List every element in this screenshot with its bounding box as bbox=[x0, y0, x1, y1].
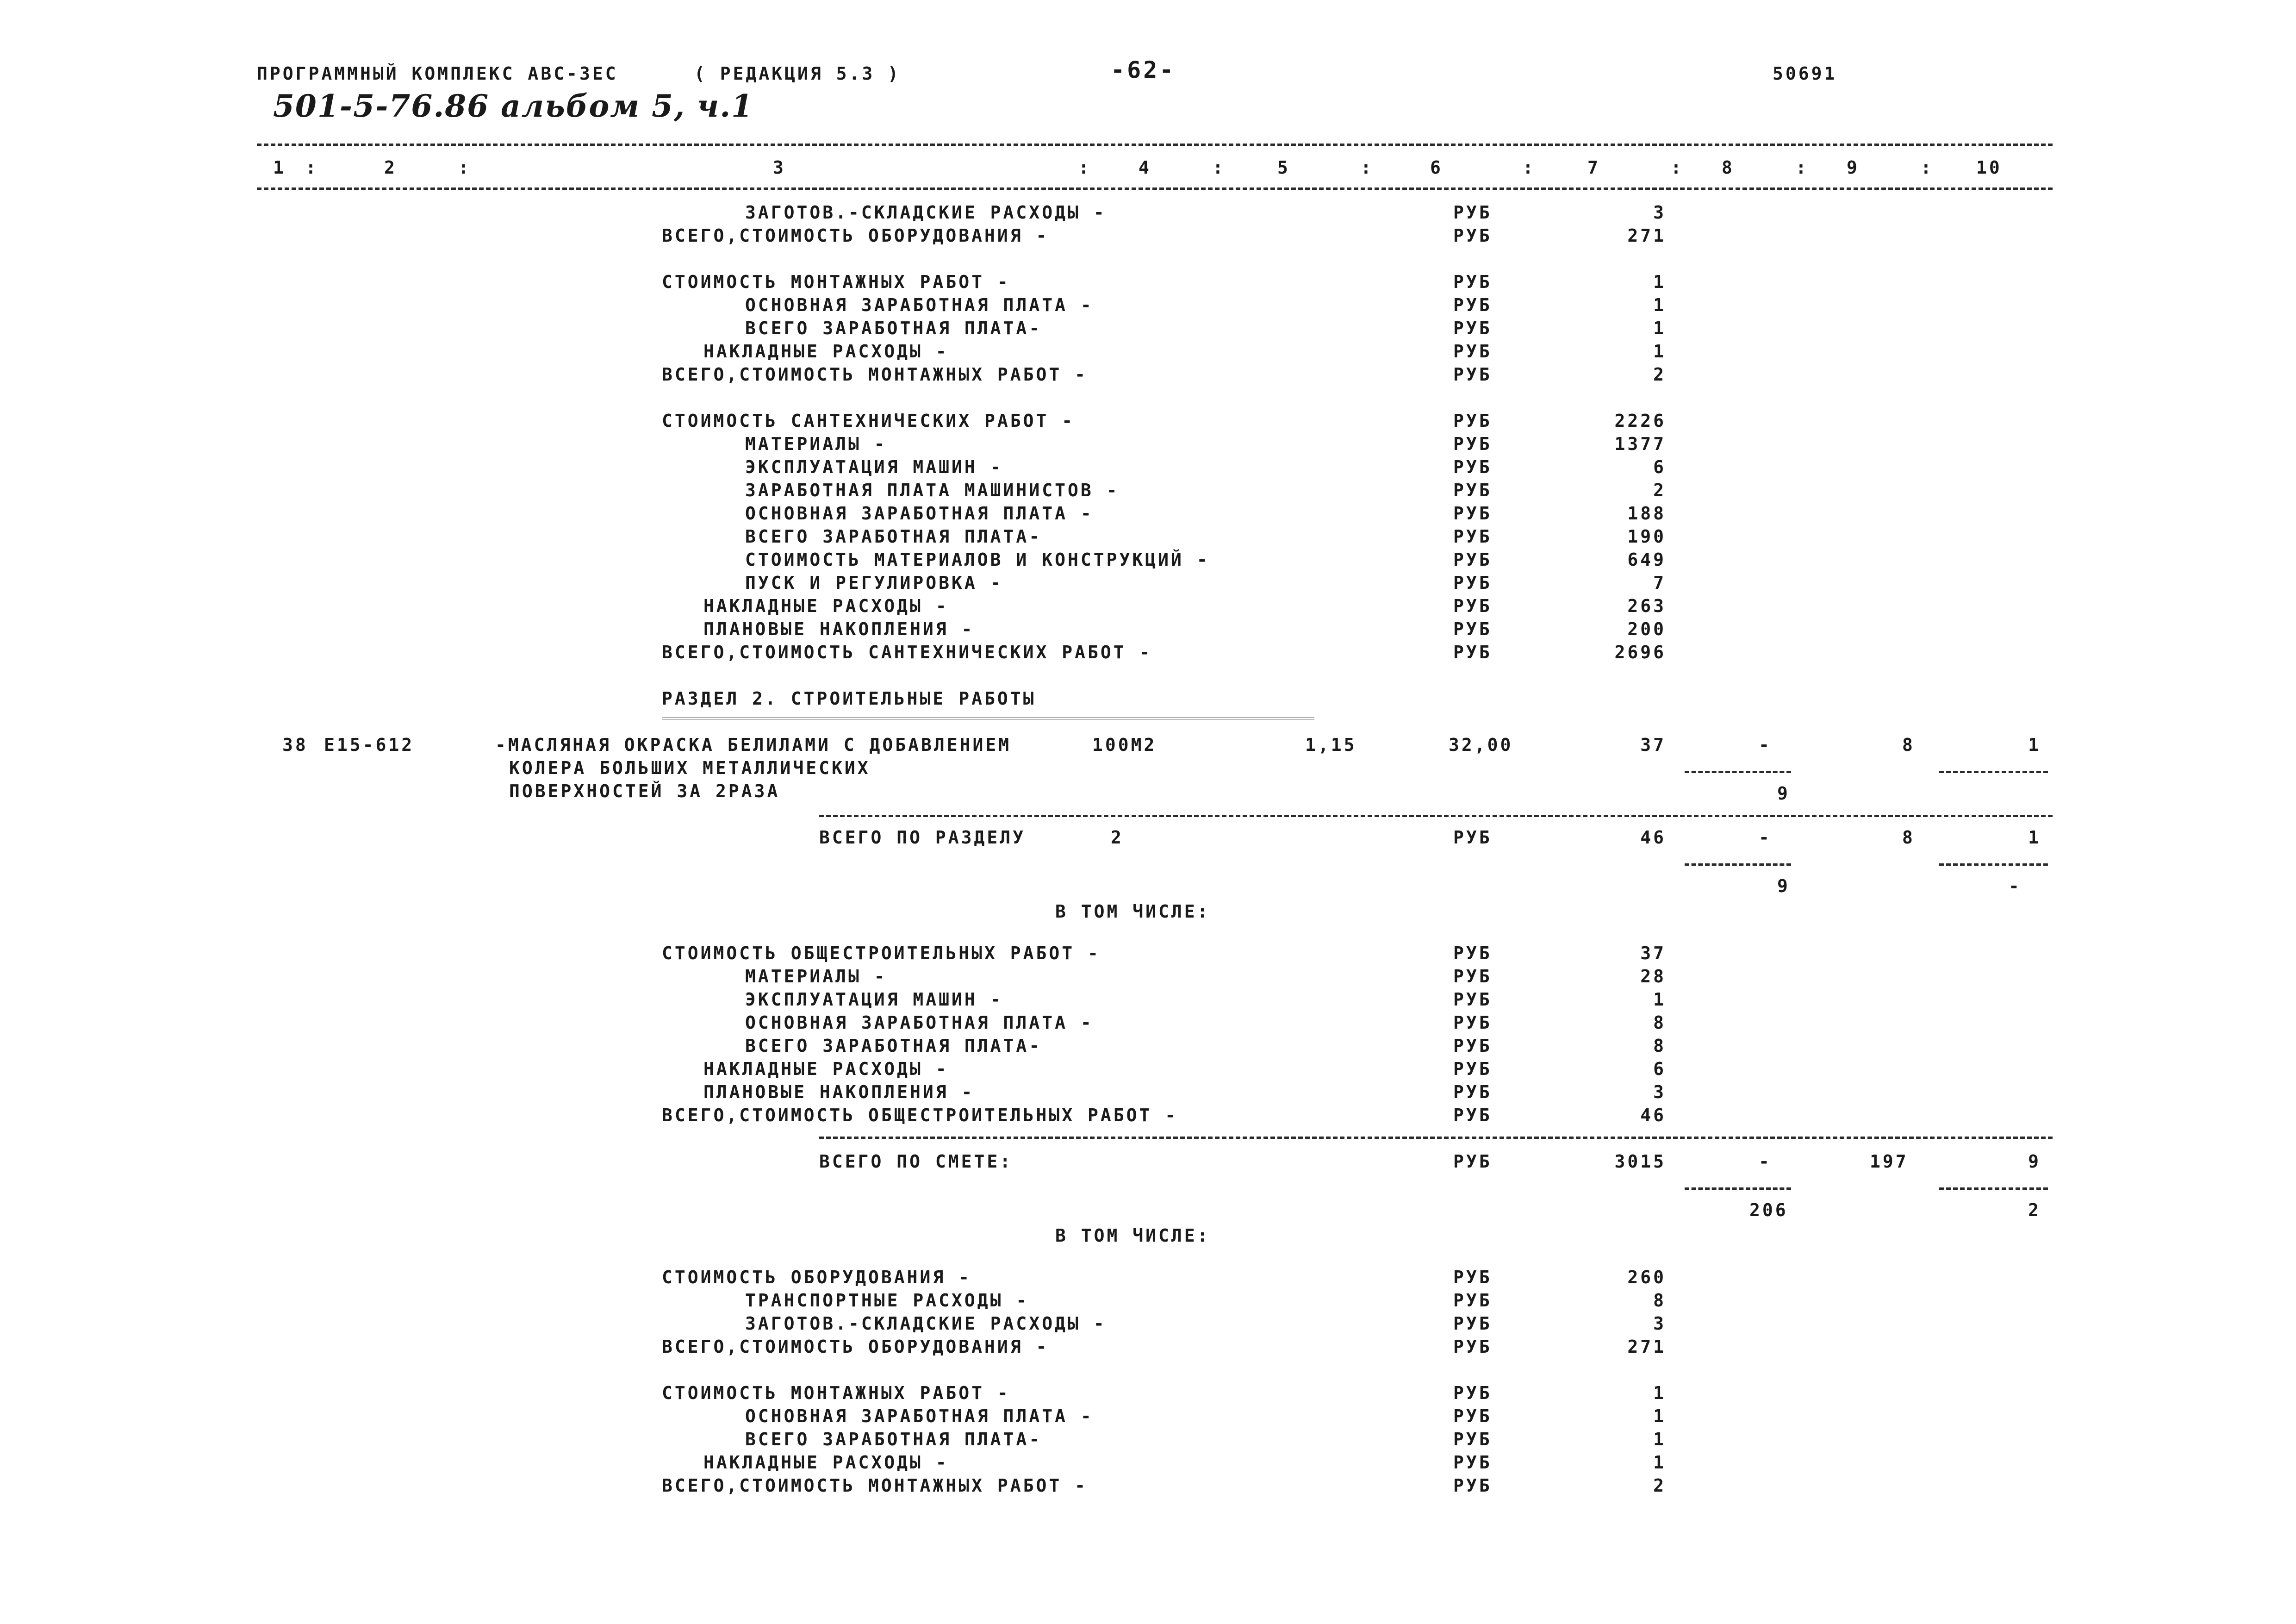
line-unit: РУБ bbox=[1453, 1337, 1492, 1357]
grand-total-unit: РУБ bbox=[1453, 1151, 1492, 1172]
section-total-col10-sub: - bbox=[2009, 876, 2022, 896]
line-unit: РУБ bbox=[1453, 989, 1492, 1010]
line-text: ВСЕГО ЗАРАБОТНАЯ ПЛАТА- bbox=[745, 1429, 1042, 1449]
col-num-4: 4 bbox=[1139, 157, 1151, 178]
line-text: ВСЕГО ЗАРАБОТНАЯ ПЛАТА- bbox=[745, 1036, 1042, 1056]
line-text: ВСЕГО,СТОИМОСТЬ ОБОРУДОВАНИЯ - bbox=[662, 1337, 1049, 1357]
line-value: 1 bbox=[1653, 272, 1666, 292]
item-price: 32,00 bbox=[1449, 735, 1513, 755]
line-unit: РУБ bbox=[1453, 966, 1492, 987]
line-value: 3 bbox=[1653, 1082, 1666, 1102]
program-title: ПРОГРАММНЫЙ КОМПЛЕКС АВС-3ЕС bbox=[257, 63, 618, 84]
line-text: СТОИМОСТЬ МАТЕРИАЛОВ И КОНСТРУКЦИЙ - bbox=[745, 550, 1210, 570]
line-unit: РУБ bbox=[1453, 341, 1492, 362]
line-value: 37 bbox=[1640, 943, 1666, 963]
page-number: -62- bbox=[1111, 56, 1176, 83]
col10-rule bbox=[1939, 771, 2048, 773]
line-text: ВСЕГО,СТОИМОСТЬ ОБОРУДОВАНИЯ - bbox=[662, 225, 1049, 246]
line-unit: РУБ bbox=[1453, 943, 1492, 963]
col-num-3: 3 bbox=[773, 157, 786, 178]
item-description: -МАСЛЯНАЯ ОКРАСКА БЕЛИЛАМИ С ДОБАВЛЕНИЕМ bbox=[495, 735, 1012, 755]
line-text: СТОИМОСТЬ МОНТАЖНЫХ РАБОТ - bbox=[662, 272, 1010, 292]
grand-total-col8: - bbox=[1759, 1151, 1772, 1172]
line-unit: РУБ bbox=[1453, 202, 1492, 223]
line-value: 263 bbox=[1627, 596, 1666, 616]
item-description-cont: ПОВЕРХНОСТЕЙ ЗА 2РАЗА bbox=[509, 781, 780, 801]
line-unit: РУБ bbox=[1453, 1290, 1492, 1311]
line-unit: РУБ bbox=[1453, 1383, 1492, 1403]
line-value: 188 bbox=[1627, 503, 1666, 524]
line-text: ВСЕГО ЗАРАБОТНАЯ ПЛАТА- bbox=[745, 318, 1042, 338]
line-text: НАКЛАДНЫЕ РАСХОДЫ - bbox=[703, 1059, 949, 1079]
line-text: ВСЕГО,СТОИМОСТЬ МОНТАЖНЫХ РАБОТ - bbox=[662, 364, 1088, 385]
item-description-cont: КОЛЕРА БОЛЬШИХ МЕТАЛЛИЧЕСКИХ bbox=[509, 758, 871, 778]
line-text: ЭКСПЛУАТАЦИЯ МАШИН - bbox=[745, 989, 1003, 1010]
edition-label: ( РЕДАКЦИЯ 5.3 ) bbox=[694, 63, 901, 84]
grand-total-col10-sub: 2 bbox=[2028, 1200, 2041, 1220]
line-text: ОСНОВНАЯ ЗАРАБОТНАЯ ПЛАТА - bbox=[745, 503, 1094, 524]
col-num-5: 5 bbox=[1277, 157, 1290, 178]
line-value: 1 bbox=[1653, 318, 1666, 338]
line-text: ЗАГОТОВ.-СКЛАДСКИЕ РАСХОДЫ - bbox=[745, 1313, 1107, 1334]
line-value: 2226 bbox=[1614, 411, 1666, 431]
line-text: ЗАРАБОТНАЯ ПЛАТА МАШИНИСТОВ - bbox=[745, 480, 1120, 500]
line-unit: РУБ bbox=[1453, 550, 1492, 570]
item-total: 37 bbox=[1640, 735, 1666, 755]
line-text: СТОИМОСТЬ МОНТАЖНЫХ РАБОТ - bbox=[662, 1383, 1010, 1403]
header-bottom-rule bbox=[257, 187, 2053, 190]
line-value: 2 bbox=[1653, 480, 1666, 500]
line-text: ЭКСПЛУАТАЦИЯ МАШИН - bbox=[745, 457, 1003, 477]
line-text: НАКЛАДНЫЕ РАСХОДЫ - bbox=[703, 341, 949, 362]
col-sep: : bbox=[1361, 157, 1374, 178]
line-text: ТРАНСПОРТНЫЕ РАСХОДЫ - bbox=[745, 1290, 1029, 1311]
col-num-1: 1 bbox=[273, 157, 286, 178]
line-text: СТОИМОСТЬ САНТЕХНИЧЕСКИХ РАБОТ - bbox=[662, 411, 1075, 431]
col8-rule bbox=[1685, 771, 1791, 773]
line-unit: РУБ bbox=[1453, 596, 1492, 616]
col-num-6: 6 bbox=[1430, 157, 1443, 178]
line-text: ОСНОВНАЯ ЗАРАБОТНАЯ ПЛАТА - bbox=[745, 1406, 1094, 1426]
line-text: СТОИМОСТЬ ОБОРУДОВАНИЯ - bbox=[662, 1267, 972, 1287]
item-col8: - bbox=[1759, 735, 1772, 755]
line-unit: РУБ bbox=[1453, 1036, 1492, 1056]
line-unit: РУБ bbox=[1453, 480, 1492, 500]
line-text: МАТЕРИАЛЫ - bbox=[745, 966, 887, 987]
item-number: 38 bbox=[282, 735, 308, 755]
handwritten-album-note: 501-5-76.86 альбом 5, ч.1 bbox=[273, 88, 754, 124]
section-title: РАЗДЕЛ 2. СТРОИТЕЛЬНЫЕ РАБОТЫ bbox=[662, 688, 1036, 709]
line-unit: РУБ bbox=[1453, 1406, 1492, 1426]
line-text: ПЛАНОВЫЕ НАКОПЛЕНИЯ - bbox=[703, 619, 975, 639]
col-sep: : bbox=[1796, 157, 1809, 178]
line-unit: РУБ bbox=[1453, 1429, 1492, 1449]
line-value: 1377 bbox=[1614, 434, 1666, 454]
line-value: 2696 bbox=[1614, 642, 1666, 662]
line-value: 1 bbox=[1653, 1383, 1666, 1403]
item-quantity: 1,15 bbox=[1305, 735, 1357, 755]
line-unit: РУБ bbox=[1453, 434, 1492, 454]
section-total-col10: 1 bbox=[2028, 827, 2041, 848]
line-value: 271 bbox=[1627, 225, 1666, 246]
col-sep: : bbox=[1921, 157, 1934, 178]
line-value: 200 bbox=[1627, 619, 1666, 639]
section-total-col8: - bbox=[1759, 827, 1772, 848]
item-col8-sub: 9 bbox=[1777, 783, 1790, 804]
line-unit: РУБ bbox=[1453, 225, 1492, 246]
item-col9: 8 bbox=[1902, 735, 1915, 755]
line-text: ПУСК И РЕГУЛИРОВКА - bbox=[745, 573, 1003, 593]
col8-rule bbox=[1685, 863, 1791, 866]
line-value: 1 bbox=[1653, 989, 1666, 1010]
line-value: 3 bbox=[1653, 202, 1666, 223]
section-total-unit: РУБ bbox=[1453, 827, 1492, 848]
col-num-8: 8 bbox=[1722, 157, 1735, 178]
line-value: 46 bbox=[1640, 1105, 1666, 1125]
col-sep: : bbox=[1523, 157, 1536, 178]
col10-rule bbox=[1939, 1187, 2048, 1190]
grand-total-rule bbox=[819, 1137, 2053, 1139]
line-text: ВСЕГО,СТОИМОСТЬ ОБЩЕСТРОИТЕЛЬНЫХ РАБОТ - bbox=[662, 1105, 1178, 1125]
subtotal-rule bbox=[819, 815, 2053, 817]
line-unit: РУБ bbox=[1453, 1267, 1492, 1287]
line-unit: РУБ bbox=[1453, 1313, 1492, 1334]
line-unit: РУБ bbox=[1453, 272, 1492, 292]
col-sep: : bbox=[305, 157, 318, 178]
grand-total-col10: 9 bbox=[2028, 1151, 2041, 1172]
line-value: 8 bbox=[1653, 1012, 1666, 1033]
col-sep: : bbox=[1671, 157, 1684, 178]
line-text: ОСНОВНАЯ ЗАРАБОТНАЯ ПЛАТА - bbox=[745, 295, 1094, 315]
grand-total-col8-sub: 206 bbox=[1749, 1200, 1788, 1220]
line-value: 2 bbox=[1653, 364, 1666, 385]
line-text: ВСЕГО ЗАРАБОТНАЯ ПЛАТА- bbox=[745, 526, 1042, 547]
line-value: 7 bbox=[1653, 573, 1666, 593]
line-unit: РУБ bbox=[1453, 619, 1492, 639]
line-text: ВСЕГО,СТОИМОСТЬ МОНТАЖНЫХ РАБОТ - bbox=[662, 1475, 1088, 1496]
line-unit: РУБ bbox=[1453, 318, 1492, 338]
line-unit: РУБ bbox=[1453, 1082, 1492, 1102]
line-text: ВСЕГО,СТОИМОСТЬ САНТЕХНИЧЕСКИХ РАБОТ - bbox=[662, 642, 1152, 662]
col-num-7: 7 bbox=[1587, 157, 1600, 178]
line-unit: РУБ bbox=[1453, 1452, 1492, 1473]
line-unit: РУБ bbox=[1453, 411, 1492, 431]
line-value: 28 bbox=[1640, 966, 1666, 987]
line-value: 3 bbox=[1653, 1313, 1666, 1334]
line-value: 8 bbox=[1653, 1036, 1666, 1056]
section-total-col8-sub: 9 bbox=[1777, 876, 1790, 896]
line-text: СТОИМОСТЬ ОБЩЕСТРОИТЕЛЬНЫХ РАБОТ - bbox=[662, 943, 1101, 963]
document-number: 50691 bbox=[1773, 63, 1837, 84]
col-sep: : bbox=[1213, 157, 1226, 178]
item-col10: 1 bbox=[2028, 735, 2041, 755]
line-value: 1 bbox=[1653, 341, 1666, 362]
line-value: 8 bbox=[1653, 1290, 1666, 1311]
line-text: ПЛАНОВЫЕ НАКОПЛЕНИЯ - bbox=[703, 1082, 975, 1102]
line-text: ОСНОВНАЯ ЗАРАБОТНАЯ ПЛАТА - bbox=[745, 1012, 1094, 1033]
section-total-label: ВСЕГО ПО РАЗДЕЛУ bbox=[819, 827, 1026, 848]
line-unit: РУБ bbox=[1453, 1475, 1492, 1496]
line-value: 260 bbox=[1627, 1267, 1666, 1287]
line-text: НАКЛАДНЫЕ РАСХОДЫ - bbox=[703, 1452, 949, 1473]
line-unit: РУБ bbox=[1453, 457, 1492, 477]
col-sep: : bbox=[1078, 157, 1091, 178]
grand-total-value: 3015 bbox=[1614, 1151, 1666, 1172]
line-value: 649 bbox=[1627, 550, 1666, 570]
line-text: МАТЕРИАЛЫ - bbox=[745, 434, 887, 454]
line-value: 1 bbox=[1653, 1452, 1666, 1473]
line-text: ЗАГОТОВ.-СКЛАДСКИЕ РАСХОДЫ - bbox=[745, 202, 1107, 223]
line-value: 1 bbox=[1653, 1406, 1666, 1426]
line-unit: РУБ bbox=[1453, 573, 1492, 593]
line-text: НАКЛАДНЫЕ РАСХОДЫ - bbox=[703, 596, 949, 616]
line-value: 1 bbox=[1653, 1429, 1666, 1449]
col-sep: : bbox=[458, 157, 471, 178]
section-total-col9: 8 bbox=[1902, 827, 1915, 848]
line-value: 6 bbox=[1653, 1059, 1666, 1079]
line-unit: РУБ bbox=[1453, 364, 1492, 385]
col8-rule bbox=[1685, 1187, 1791, 1190]
line-unit: РУБ bbox=[1453, 1105, 1492, 1125]
item-code: Е15-612 bbox=[324, 735, 415, 755]
grand-total-label: ВСЕГО ПО СМЕТЕ: bbox=[819, 1151, 1013, 1172]
line-value: 1 bbox=[1653, 295, 1666, 315]
line-unit: РУБ bbox=[1453, 503, 1492, 524]
line-unit: РУБ bbox=[1453, 1012, 1492, 1033]
col-num-10: 10 bbox=[1976, 157, 2002, 178]
line-value: 271 bbox=[1627, 1337, 1666, 1357]
line-value: 2 bbox=[1653, 1475, 1666, 1496]
including-label: В ТОМ ЧИСЛЕ: bbox=[1055, 1225, 1210, 1246]
line-unit: РУБ bbox=[1453, 526, 1492, 547]
col-num-9: 9 bbox=[1847, 157, 1860, 178]
item-unit: 100М2 bbox=[1092, 735, 1157, 755]
col-num-2: 2 bbox=[384, 157, 397, 178]
line-unit: РУБ bbox=[1453, 295, 1492, 315]
line-unit: РУБ bbox=[1453, 1059, 1492, 1079]
section-total-value: 46 bbox=[1640, 827, 1666, 848]
section-total-number: 2 bbox=[1111, 827, 1124, 848]
grand-total-col9: 197 bbox=[1870, 1151, 1909, 1172]
line-value: 190 bbox=[1627, 526, 1666, 547]
line-value: 6 bbox=[1653, 457, 1666, 477]
col10-rule bbox=[1939, 863, 2048, 866]
line-unit: РУБ bbox=[1453, 642, 1492, 662]
including-label: В ТОМ ЧИСЛЕ: bbox=[1055, 901, 1210, 922]
section-title-underline bbox=[662, 718, 1314, 719]
header-top-rule bbox=[257, 144, 2053, 146]
